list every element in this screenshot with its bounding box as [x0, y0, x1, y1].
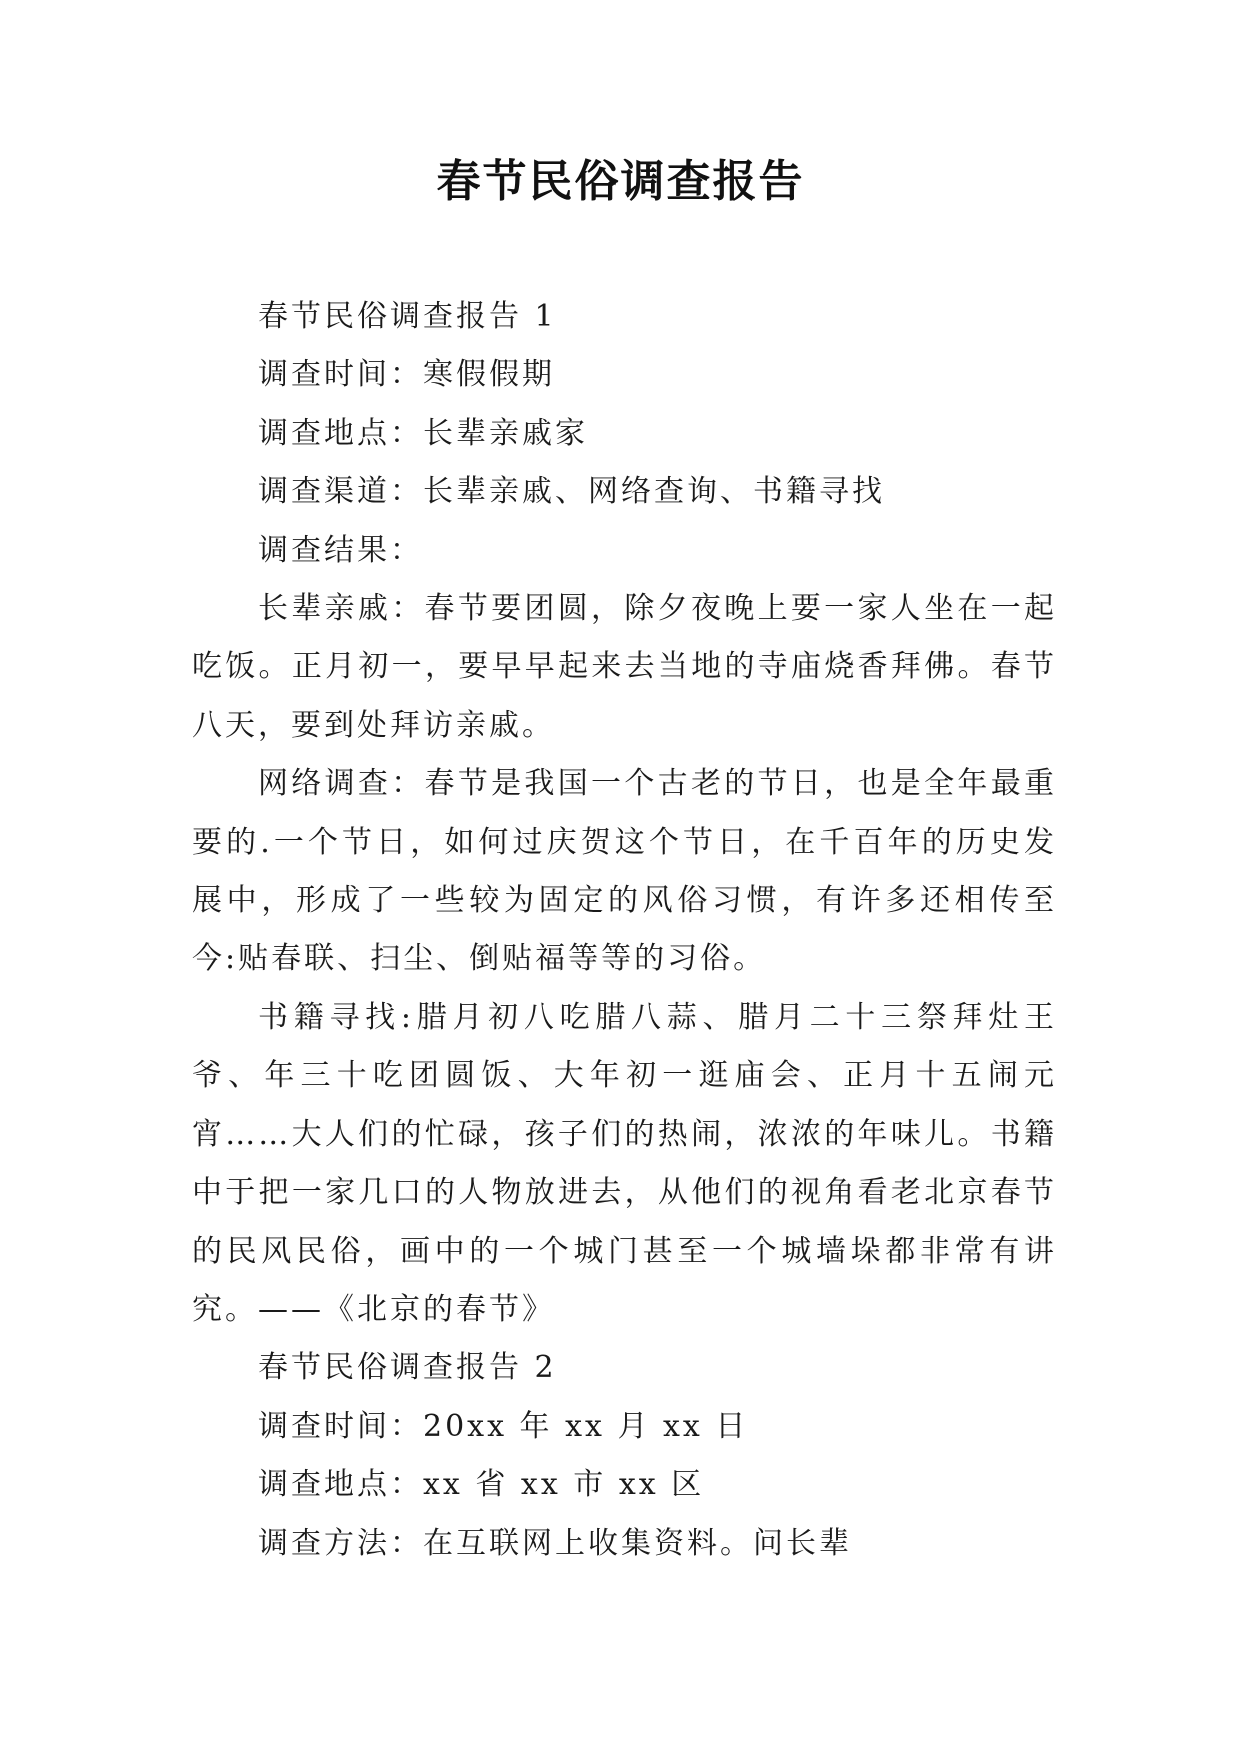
report-2-heading: 春节民俗调查报告 2: [258, 1350, 557, 1386]
internet-survey-paragraph: 网络调查：春节是我国一个古老的节日，也是全年最重要的.一个节日，如何过庆贺这个节日，在千百年的历史发展中，形成了一些较为固定的风俗习惯，有许多还相传至今:贴春联、扫尘、倒贴福等等的习俗。: [192, 766, 1057, 977]
survey-results-label: 调查结果：: [258, 532, 423, 568]
elder-relatives-paragraph: 长辈亲戚：春节要团圆，除夕夜晚上要一家人坐在一起吃饭。正月初一，要早早起来去当地的寺庙烧香拜佛。春节八天，要到处拜访亲戚。: [192, 591, 1057, 743]
book-search-paragraph: 书籍寻找:腊月初八吃腊八蒜、腊月二十三祭拜灶王爷、年三十吃团圆饭、大年初一逛庙会、正月十五闹元宵……大人们的忙碌，孩子们的热闹，浓浓的年味儿。书籍中于把一家几口的人物放进去，从他们的视角看老北京春节的民风民俗，画中的一个城门甚至一个城墙垛都非常有讲究。——《北京的春节》: [192, 999, 1057, 1327]
survey-location: 调查地点：长辈亲戚家: [258, 415, 588, 451]
report-2-survey-location: 调查地点：xx 省 xx 市 xx 区: [258, 1467, 705, 1503]
report-2-survey-method: 调查方法：在互联网上收集资料。问长辈: [258, 1525, 852, 1561]
report-1-heading: 春节民俗调查报告 1: [258, 299, 557, 334]
document-body: [192, 288, 1057, 1573]
document-title: 春节民俗调查报告: [436, 156, 805, 207]
report-2-survey-time: 调查时间：20xx 年 xx 月 xx 日: [258, 1408, 749, 1444]
survey-channels: 调查渠道：长辈亲戚、网络查询、书籍寻找: [258, 474, 885, 510]
survey-time: 调查时间：寒假假期: [258, 357, 555, 393]
